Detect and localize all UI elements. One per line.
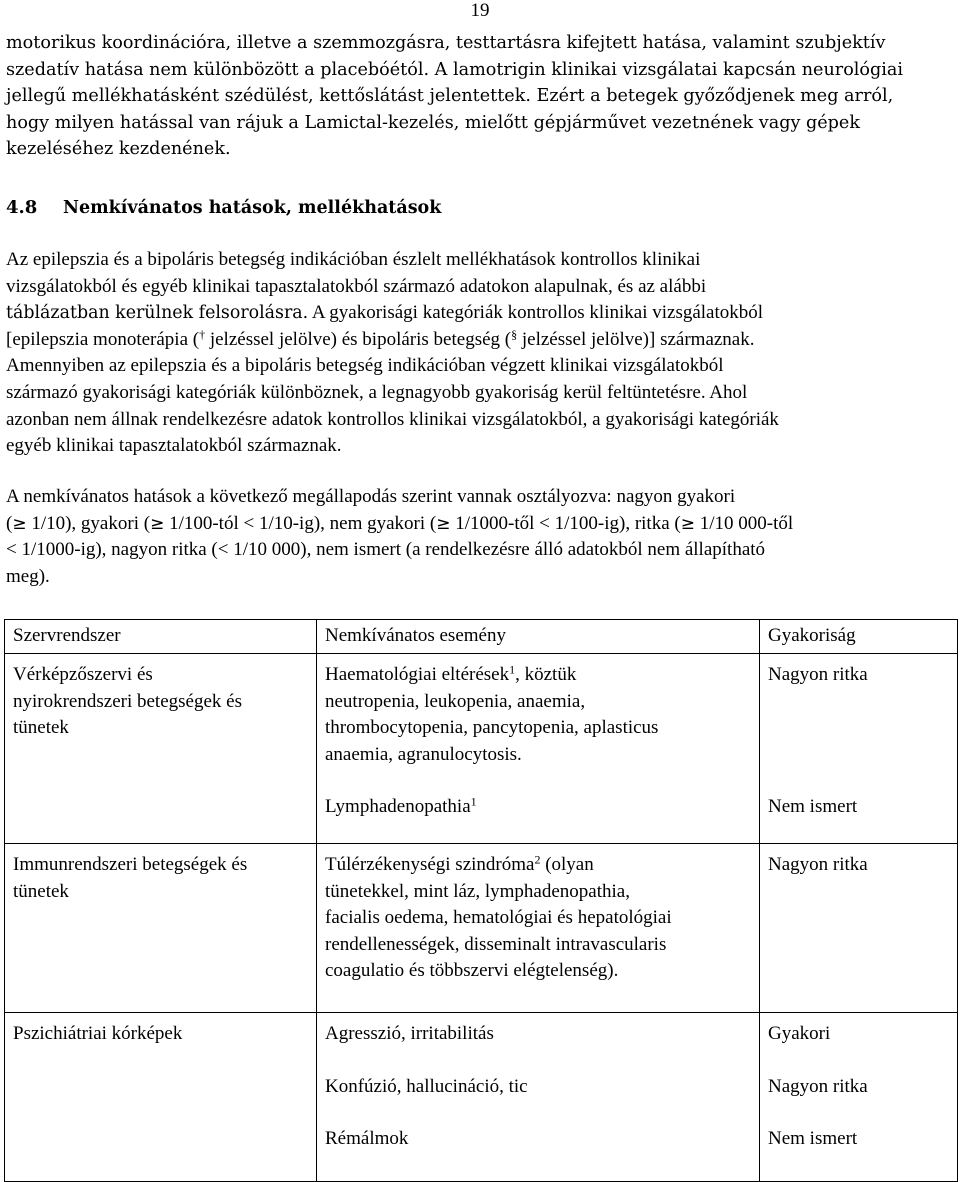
table-row (5, 844, 958, 1013)
page-number: 19 (470, 0, 490, 21)
frequency-value: Gyakori (768, 1023, 831, 1044)
text-line: facialis oedema, hematológiai és hepatológiai (325, 907, 672, 928)
event-name: Konfúzió, hallucináció, tic (325, 1075, 528, 1097)
dagger-mark: † (199, 327, 206, 342)
organ-system-cell (5, 1013, 317, 1182)
text-line: szedatív hatása nem különbözött a placebóétól. A lamotrigin klinikai vizsgálatai kapcsán neurológiai (6, 59, 904, 80)
adverse-event-cell (317, 654, 760, 844)
ge-symbol: ≥ (150, 513, 165, 534)
text-line (325, 662, 751, 689)
table-row (5, 1013, 958, 1182)
section-number: 4.8 (6, 197, 38, 218)
text-line: motorikus koordinációra, illetve a szemmozgásra, testtartásra kifejtett hatása, valamint szubjektív (6, 33, 886, 53)
adverse-event-cell (317, 1013, 760, 1182)
adverse-events-table (4, 619, 958, 1182)
text-segment: , köztük (515, 664, 577, 685)
ge-symbol: ≥ (12, 513, 27, 534)
text-line: kezeléséhez kezdenének. (6, 139, 231, 160)
text-line: származó gyakorisági kategóriák különböznek, a legnagyobb gyakoriság kerül feltüntetésre. Ahol (6, 381, 748, 403)
text-segment: A gyakorisági kategóriák kontrollos klinikai vizsgálatokból (308, 302, 764, 324)
text-line: nyirokrendszeri betegségek és (13, 690, 242, 712)
text-segment: ( (6, 512, 13, 534)
text-line (6, 327, 956, 354)
section-heading (6, 196, 441, 220)
section-mark: § (511, 327, 518, 342)
text-line: Immunrendszeri betegségek és (13, 854, 248, 875)
text-line: neutropenia, leukopenia, anaemia, (325, 690, 586, 712)
ge-symbol: ≥ (436, 513, 451, 534)
text-line: A nemkívánatos hatások a következő megállapodás szerint vannak osztályozva: nagyon gyakori (6, 486, 736, 507)
text-line (6, 300, 956, 327)
header-organ-system: Szervrendszer (5, 620, 317, 654)
text-segment: 1/1000-től < 1/100-ig), ritka ( (450, 512, 681, 534)
intro-paragraph (6, 30, 956, 163)
text-line (6, 511, 956, 538)
text-segment: jelzéssel jelölve) és bipoláris betegség ( (205, 328, 512, 350)
frequency-value: Nagyon ritka (768, 664, 868, 685)
text-segment: [epilepszia monoterápia ( (6, 328, 200, 350)
event-name: Rémálmok (325, 1128, 409, 1149)
text-line (325, 852, 751, 879)
frequency-value: Nagyon ritka (768, 854, 868, 875)
event-name: Agresszió, irritabilitás (325, 1023, 494, 1044)
event-name: Haematológiai eltérések (325, 664, 510, 685)
frequency-value: Nem ismert (768, 1128, 858, 1149)
text-line: vizsgálatokból és egyéb klinikai tapasztalatokból származó adatokon alapulnak, és az alábbi (6, 275, 707, 297)
text-segment: 1/10), gyakori ( (26, 512, 151, 534)
frequency-cell (760, 654, 958, 844)
frequency-value: Nagyon ritka (768, 1075, 868, 1097)
frequency-cell (760, 844, 958, 1013)
text-segment: (olyan (540, 854, 594, 875)
frequency-cell (760, 1013, 958, 1182)
text-line: Az epilepszia és a bipoláris betegség indikációban észlelt mellékhatások kontrollos klinikai (6, 249, 701, 270)
text-segment: jelzéssel jelölve)] származnak. (517, 328, 755, 350)
text-line: thrombocytopenia, pancytopenia, aplasticus (325, 717, 659, 738)
text-segment: 1/10 000-től (694, 512, 794, 534)
footnote-ref: 2 (534, 852, 541, 867)
table-header-row (5, 620, 958, 654)
organ-system-cell (5, 844, 317, 1013)
text-segment: 1/100-tól < 1/10-ig), nem gyakori ( (164, 512, 437, 534)
section-title: Nemkívánatos hatások, mellékhatások (63, 198, 442, 218)
text-line: Vérképzőszervi és (13, 664, 153, 685)
text-line: tünetek (13, 717, 69, 738)
text-line: anaemia, agranulocytosis. (325, 743, 522, 765)
footnote-ref: 1 (509, 662, 516, 677)
text-line: coagulatio és többszervi elégtelenség). (325, 960, 619, 981)
text-line: egyéb klinikai tapasztalatokból származnak. (6, 435, 342, 457)
organ-system-cell (5, 654, 317, 844)
frequency-convention-paragraph (6, 484, 956, 590)
text-line: jellegű mellékhatásként szédülést, kettőslátást jelentettek. Ezért a betegek győződjenek meg arról, (6, 86, 894, 107)
text-line: rendellenességek, disseminalt intravascularis (325, 933, 667, 955)
text-line: tünetekkel, mint láz, lymphadenopathia, (325, 880, 630, 902)
event-name: Lymphadenopathia (325, 796, 471, 817)
adverse-effects-source-paragraph (6, 247, 956, 460)
header-adverse-event: Nemkívánatos esemény (317, 620, 760, 654)
text-line: tünetek (13, 880, 69, 902)
adverse-event-cell (317, 844, 760, 1013)
frequency-value: Nem ismert (768, 795, 858, 817)
text-line: azonban nem állnak rendelkezésre adatok kontrollos klinikai vizsgálatokból, a gyakorisági kategóriák (6, 408, 779, 430)
footnote-ref: 1 (470, 794, 477, 809)
text-line: Amennyiben az epilepszia és a bipoláris betegség indikációban végzett klinikai vizsgálatokból (6, 355, 724, 377)
header-frequency: Gyakoriság (760, 620, 958, 654)
text-line: meg). (6, 565, 50, 587)
table-row (5, 654, 958, 844)
text-line (325, 794, 751, 821)
text-line: hogy milyen hatással van rájuk a Lamictal-kezelés, mielőtt gépjárművet vezetnének vagy gépek (6, 112, 860, 133)
text-line: Pszichiátriai kórképek (13, 1023, 183, 1044)
text-segment: táblázatban kerülnek felsorolásra. (6, 303, 309, 324)
event-name: Túlérzékenységi szindróma (325, 854, 535, 875)
text-line: < 1/1000-ig), nagyon ritka (< 1/10 000), nem ismert (a rendelkezésre álló adatokból nem állapítható (6, 539, 766, 561)
ge-symbol: ≥ (680, 513, 695, 534)
